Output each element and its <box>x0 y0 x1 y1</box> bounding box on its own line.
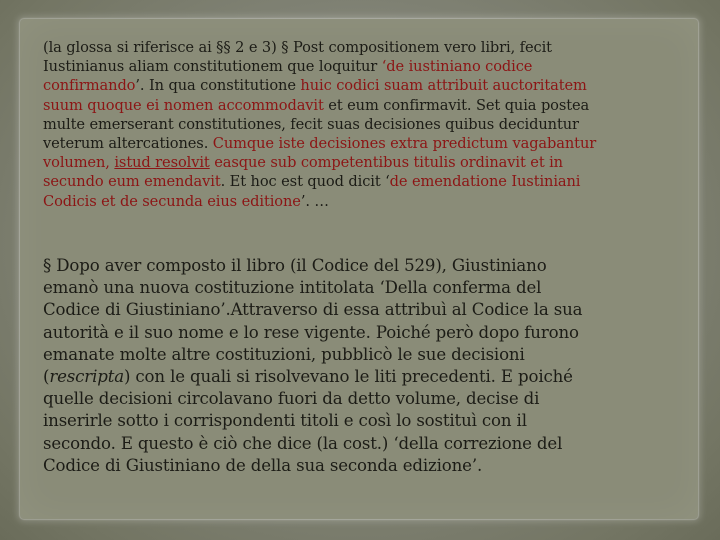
latin-highlight: ‘de iustiniano codice <box>381 58 533 76</box>
latin-text: veterum altercationes. <box>43 135 213 153</box>
italian-text: ) con le quali si risolvevano le liti precedenti. E poiché <box>123 367 573 387</box>
latin-gloss-paragraph <box>43 38 668 211</box>
latin-line-4 <box>43 96 668 115</box>
latin-highlight: volumen, <box>43 154 115 172</box>
italian-translation-paragraph <box>43 255 683 477</box>
italian-line-5: emanate molte altre costituzioni, pubblicò le sue decisioni <box>43 344 525 364</box>
latin-line-7 <box>43 153 668 172</box>
latin-highlight: Codicis et de secunda eius editione <box>43 192 301 210</box>
latin-line-8 <box>43 172 668 191</box>
latin-line-2 <box>43 57 668 76</box>
latin-highlight: de emendatione Iustiniani <box>389 173 581 191</box>
latin-highlight: easque sub competentibus titulis ordinavit et in <box>209 154 563 172</box>
italian-line-4: autorità e il suo nome e lo rese vigente. Poiché però dopo furono <box>43 322 579 342</box>
latin-line-3 <box>43 76 668 95</box>
italian-line-1: § Dopo aver composto il libro (il Codice del 529), Giustiniano <box>43 256 547 275</box>
latin-line-6 <box>43 134 668 153</box>
italian-line-9: secondo. E questo è ciò che dice (la cost.) ‘della correzione del <box>43 433 563 453</box>
italian-line-6 <box>43 366 683 388</box>
italian-text: ( <box>43 367 50 387</box>
latin-line-5 <box>43 115 668 134</box>
latin-line-9 <box>43 192 668 211</box>
italian-italic-term: rescripta <box>49 367 124 387</box>
latin-highlight: huic codici suam attribuit auctoritatem <box>300 77 587 95</box>
latin-highlight: Cumque iste decisiones extra predictum vagabantur <box>212 135 597 153</box>
latin-highlight: confirmando <box>43 77 136 95</box>
latin-underlined-highlight: istud resolvit <box>114 154 210 172</box>
italian-line-10: Codice di Giustiniano de della sua seconda edizione’. <box>43 455 483 475</box>
latin-text: ’. … <box>300 192 329 210</box>
latin-text: . Et hoc est quod dicit ‘ <box>220 173 390 191</box>
latin-highlight: secundo eum emendavit <box>43 173 221 191</box>
latin-text: (la glossa si riferisce ai §§ 2 e 3) § Post compositionem vero libri, fecit <box>43 39 552 56</box>
italian-line-3: Codice di Giustiniano’.Attraverso di essa attribuì al Codice la sua <box>43 300 583 320</box>
italian-line-2: emanò una nuova costituzione intitolata ‘Della conferma del <box>43 278 542 298</box>
latin-line-1 <box>43 38 668 57</box>
latin-text: Iustinianus aliam constitutionem que loquitur <box>43 58 382 76</box>
latin-highlight: suum quoque ei nomen accommodavit <box>43 96 324 114</box>
latin-text: et eum confirmavit. Set quia postea <box>323 96 590 114</box>
italian-line-8: inserirle sotto i corrispondenti titoli e così lo sostituì con il <box>43 411 527 431</box>
latin-text: ’. In qua constitutione <box>135 77 301 95</box>
latin-text: multe emerserant constitutiones, fecit suas decisiones quibus deciduntur <box>43 115 579 133</box>
italian-line-7: quelle decisioni circolavano fuori da detto volume, decise di <box>43 389 540 409</box>
